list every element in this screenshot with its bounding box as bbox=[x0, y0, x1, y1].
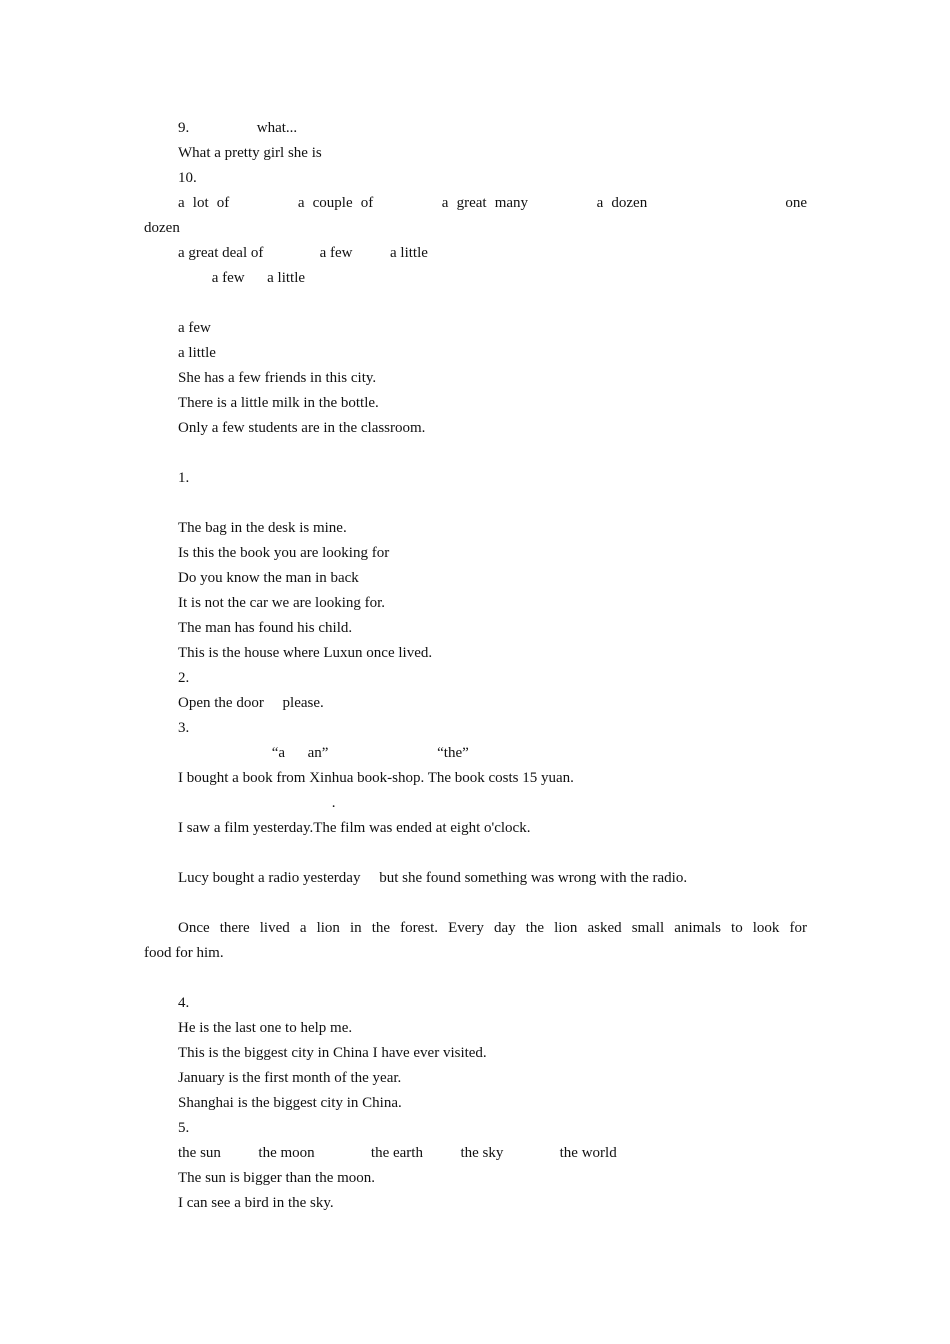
text-line: This is the house where Luxun once lived. bbox=[178, 645, 613, 661]
text-line: a few bbox=[178, 320, 245, 336]
text-line bbox=[144, 441, 807, 466]
text-line: I bought a book from Xinhua book-shop. The book costs 15 yuan. bbox=[178, 770, 574, 786]
text-line: I saw a film yesterday.The film was ended at eight o'clock. bbox=[178, 820, 531, 836]
text-line: 4. bbox=[178, 995, 374, 1011]
text-line: 2. bbox=[178, 670, 434, 686]
text-line: dozen bbox=[144, 220, 195, 236]
text-line: Shanghai is the biggest city in China. bbox=[178, 1095, 567, 1111]
text-line: 10. bbox=[178, 170, 377, 186]
text-line bbox=[144, 491, 807, 516]
text-line: a few a little bbox=[178, 270, 399, 286]
text-line bbox=[144, 291, 807, 316]
text-line: The man has found his child. bbox=[178, 620, 521, 636]
text-line: There is a little milk in the bottle. bbox=[178, 395, 488, 411]
text-line: Do you know the man in back bbox=[178, 570, 573, 586]
text-line: “a an” “the” bbox=[178, 745, 484, 761]
text-line: food for him. bbox=[144, 945, 224, 961]
text-line: 1. bbox=[178, 470, 419, 486]
text-line: It is not the car we are looking for. bbox=[178, 595, 524, 611]
text-line: . bbox=[178, 795, 445, 811]
text-line: a great deal of a few a little bbox=[178, 245, 462, 261]
text-line: This is the biggest city in China I have ever visited. bbox=[178, 1045, 701, 1061]
text-line bbox=[144, 966, 807, 991]
text-line: Once there lived a lion in the forest. Every day the lion asked small animals to look for bbox=[178, 920, 807, 936]
text-line: 9. what... bbox=[178, 120, 358, 136]
text-line bbox=[144, 841, 807, 866]
text-line: He is the last one to help me. bbox=[178, 1020, 476, 1036]
text-line: I can see a bird in the sky. bbox=[178, 1195, 518, 1211]
text-line: The bag in the desk is mine. bbox=[178, 520, 501, 536]
text-line: Open the door please. bbox=[178, 695, 399, 711]
text-line: Only a few students are in the classroom. bbox=[178, 420, 580, 436]
text-line: January is the first month of the year. bbox=[178, 1070, 597, 1086]
text-line: Is this the book you are looking for bbox=[178, 545, 528, 561]
text-line bbox=[144, 891, 807, 916]
text-line: Lucy bought a radio yesterday but she found something was wrong with the radio. bbox=[178, 870, 688, 886]
document-body bbox=[144, 116, 807, 1216]
text-line: What a pretty girl she is bbox=[178, 145, 517, 161]
text-line: She has a few friends in this city. bbox=[178, 370, 560, 386]
text-line: 3. bbox=[178, 720, 374, 736]
text-line: The sun is bigger than the moon. bbox=[178, 1170, 469, 1186]
text-line: the sun the moon the earth the sky the world bbox=[178, 1145, 651, 1161]
text-line: a lot of a couple of a great many a dozen one bbox=[178, 195, 807, 211]
text-line: a little bbox=[178, 345, 250, 361]
text-line: 5. bbox=[178, 1120, 404, 1136]
